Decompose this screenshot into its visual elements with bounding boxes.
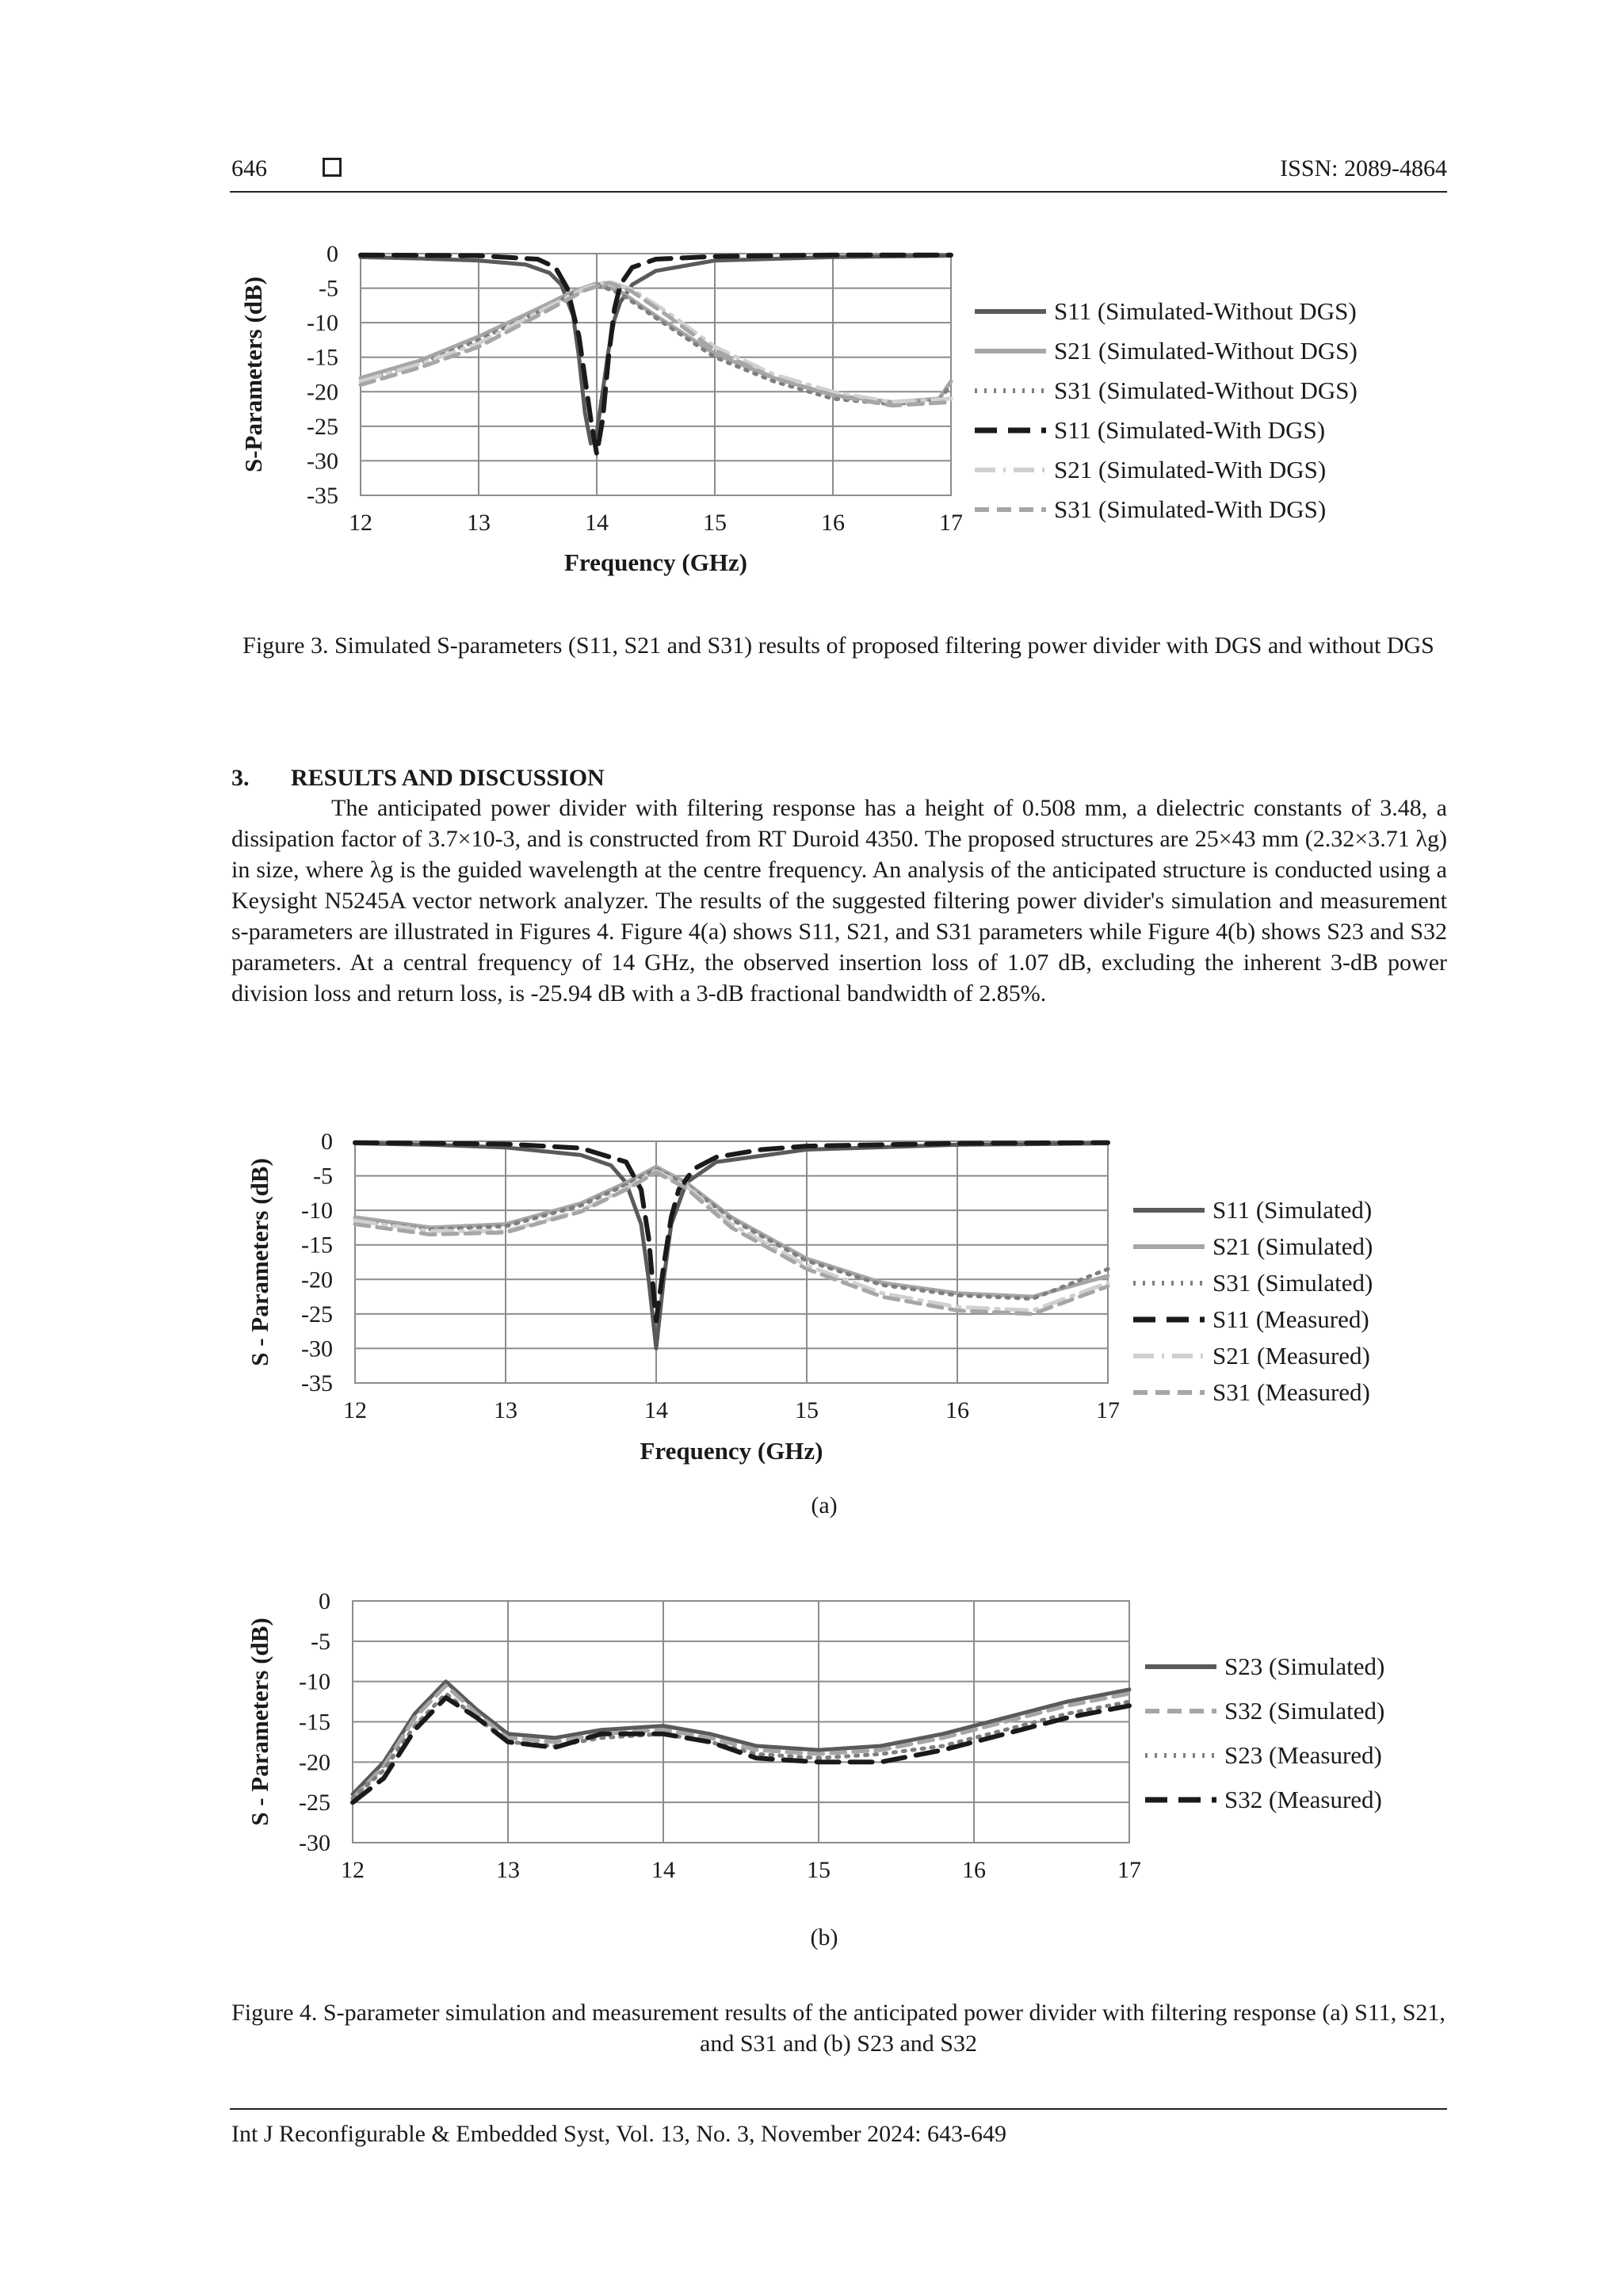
y-tick-label: -5	[313, 1163, 333, 1190]
x-tick-label: 17	[1117, 1857, 1141, 1883]
y-tick-label: -5	[319, 275, 338, 302]
x-tick-label: 14	[644, 1397, 668, 1423]
figure-4-caption: Figure 4. S-parameter simulation and measurement results of the anticipated power divider with filtering response (a) S11, S21, and S31 and (b) S23 and S32	[231, 2000, 1445, 2057]
figure-3-chart	[238, 230, 1458, 602]
figure-3-caption: Figure 3. Simulated S-parameters (S11, S21 and S31) results of proposed filtering power divider with DGS and without DGS	[242, 632, 1434, 659]
figure-3	[238, 230, 1458, 602]
series-line	[361, 283, 951, 406]
series-line	[361, 281, 951, 403]
x-tick-label: 15	[807, 1857, 831, 1883]
x-axis-title: Frequency (GHz)	[640, 1437, 823, 1465]
x-tick-label: 12	[349, 510, 372, 536]
legend-label: S21 (Measured)	[1212, 1342, 1370, 1370]
legend-label: S11 (Simulated-With DGS)	[1054, 416, 1326, 444]
legend-label: S11 (Simulated-Without DGS)	[1054, 297, 1357, 325]
y-tick-label: -25	[299, 1790, 330, 1817]
x-tick-label: 14	[651, 1857, 675, 1883]
x-tick-label: 14	[585, 510, 609, 536]
y-tick-label: -20	[307, 379, 338, 406]
x-tick-label: 17	[1096, 1397, 1120, 1423]
y-tick-label: -30	[307, 448, 338, 475]
box-icon	[323, 158, 342, 177]
footer-rule	[230, 2108, 1447, 2110]
legend-label: S11 (Measured)	[1212, 1305, 1369, 1333]
y-tick-label: -20	[299, 1749, 330, 1776]
y-tick-label: -25	[301, 1301, 333, 1328]
legend-label: S21 (Simulated-Without DGS)	[1054, 337, 1358, 365]
header-rule	[230, 191, 1447, 193]
y-tick-label: 0	[319, 1588, 330, 1614]
x-tick-label: 17	[939, 510, 963, 536]
x-tick-label: 15	[703, 510, 727, 536]
x-axis-title: Frequency (GHz)	[563, 548, 748, 576]
paragraph: The anticipated power divider with filtering response has a height of 0.508 mm, a dielectric constants of 3.48, a dissipation factor of 3.7×10-3, and is constructed from RT Duroid 4350. The proposed structures are 25×43 mm (2.32×3.71 λg) in size, where λg is the guided wavelength at the centre frequency. An analysis of the anticipated structure is conducted using a Keysight N5245A vector network analyzer. The results of the suggested filtering power divider's simulation and measurement s-parameters are illustrated in Figures 4. Figure 4(a) shows S11, S21, and S31 parameters while Figure 4(b) shows S23 and S32 parameters. At a central frequency of 14 GHz, the observed insertion loss of 1.07 dB, excluding the inherent 3-dB power division loss and return loss, is -25.94 dB with a 3-dB fractional bandwidth of 2.85%.	[231, 795, 1447, 1007]
y-tick-label: -10	[307, 310, 338, 337]
x-tick-label: 15	[795, 1397, 819, 1423]
section-body	[231, 793, 1447, 1009]
plot-area	[355, 1141, 1108, 1383]
y-tick-label: 0	[327, 241, 338, 267]
figure-4b	[238, 1553, 1458, 1910]
x-tick-label: 13	[467, 510, 491, 536]
plot-area	[361, 254, 951, 495]
y-tick-label: -15	[299, 1709, 330, 1736]
y-tick-label: 0	[321, 1129, 333, 1155]
y-tick-label: -20	[301, 1266, 333, 1293]
x-tick-label: 16	[821, 510, 845, 536]
series-line	[353, 1682, 1129, 1794]
y-tick-label: -35	[307, 483, 338, 509]
legend-label: S23 (Simulated)	[1224, 1652, 1385, 1680]
x-tick-label: 12	[343, 1397, 367, 1423]
legend-label: S11 (Simulated)	[1212, 1196, 1373, 1224]
y-tick-label: -30	[301, 1335, 333, 1362]
legend	[1133, 1196, 1373, 1406]
section-title: RESULTS AND DISCUSSION	[291, 765, 605, 791]
y-axis-title: S - Parameters (dB)	[246, 1618, 273, 1826]
y-tick-label: -25	[307, 413, 338, 440]
legend-label: S21 (Simulated-With DGS)	[1054, 456, 1327, 483]
figure-4a	[238, 1110, 1458, 1474]
legend	[975, 297, 1358, 523]
figure-4b-chart	[238, 1553, 1458, 1910]
x-tick-label: 13	[494, 1397, 517, 1423]
y-axis-title: S-Parameters (dB)	[239, 276, 267, 473]
y-tick-label: -30	[299, 1830, 330, 1856]
legend-label: S31 (Measured)	[1212, 1378, 1370, 1406]
y-tick-label: -5	[311, 1628, 330, 1655]
x-tick-label: 16	[962, 1857, 986, 1883]
legend-label: S31 (Simulated-With DGS)	[1054, 495, 1327, 523]
series-line	[355, 1172, 1108, 1314]
section-number: 3.	[231, 765, 250, 791]
y-tick-label: -35	[301, 1370, 333, 1396]
figure-4a-chart	[238, 1110, 1458, 1474]
y-tick-label: -15	[307, 344, 338, 371]
series-line	[355, 1171, 1108, 1311]
legend-label: S31 (Simulated)	[1212, 1269, 1373, 1297]
legend	[1145, 1652, 1384, 1813]
x-tick-label: 13	[496, 1857, 520, 1883]
footer-text: Int J Reconfigurable & Embedded Syst, Vol. 13, No. 3, November 2024: 643-649	[231, 2121, 1006, 2147]
y-axis-title: S - Parameters (dB)	[246, 1158, 273, 1366]
legend-label: S32 (Simulated)	[1224, 1697, 1385, 1725]
series-line	[361, 284, 951, 403]
y-tick-label: -10	[301, 1198, 333, 1224]
issn: ISSN: 2089-4864	[1280, 155, 1447, 181]
x-tick-label: 12	[341, 1857, 365, 1883]
page-number: 646	[231, 155, 267, 181]
plot-frame	[355, 1141, 1108, 1383]
legend-label: S23 (Measured)	[1224, 1741, 1382, 1769]
plot-frame	[361, 254, 951, 495]
y-tick-label: -10	[299, 1668, 330, 1695]
y-tick-label: -15	[301, 1232, 333, 1259]
figure-4a-label: (a)	[811, 1492, 838, 1519]
legend-label: S31 (Simulated-Without DGS)	[1054, 376, 1358, 404]
legend-label: S32 (Measured)	[1224, 1786, 1382, 1813]
x-tick-label: 16	[945, 1397, 969, 1423]
series-line	[355, 1144, 1108, 1349]
legend-label: S21 (Simulated)	[1212, 1232, 1373, 1260]
figure-4b-label: (b)	[810, 1924, 838, 1950]
